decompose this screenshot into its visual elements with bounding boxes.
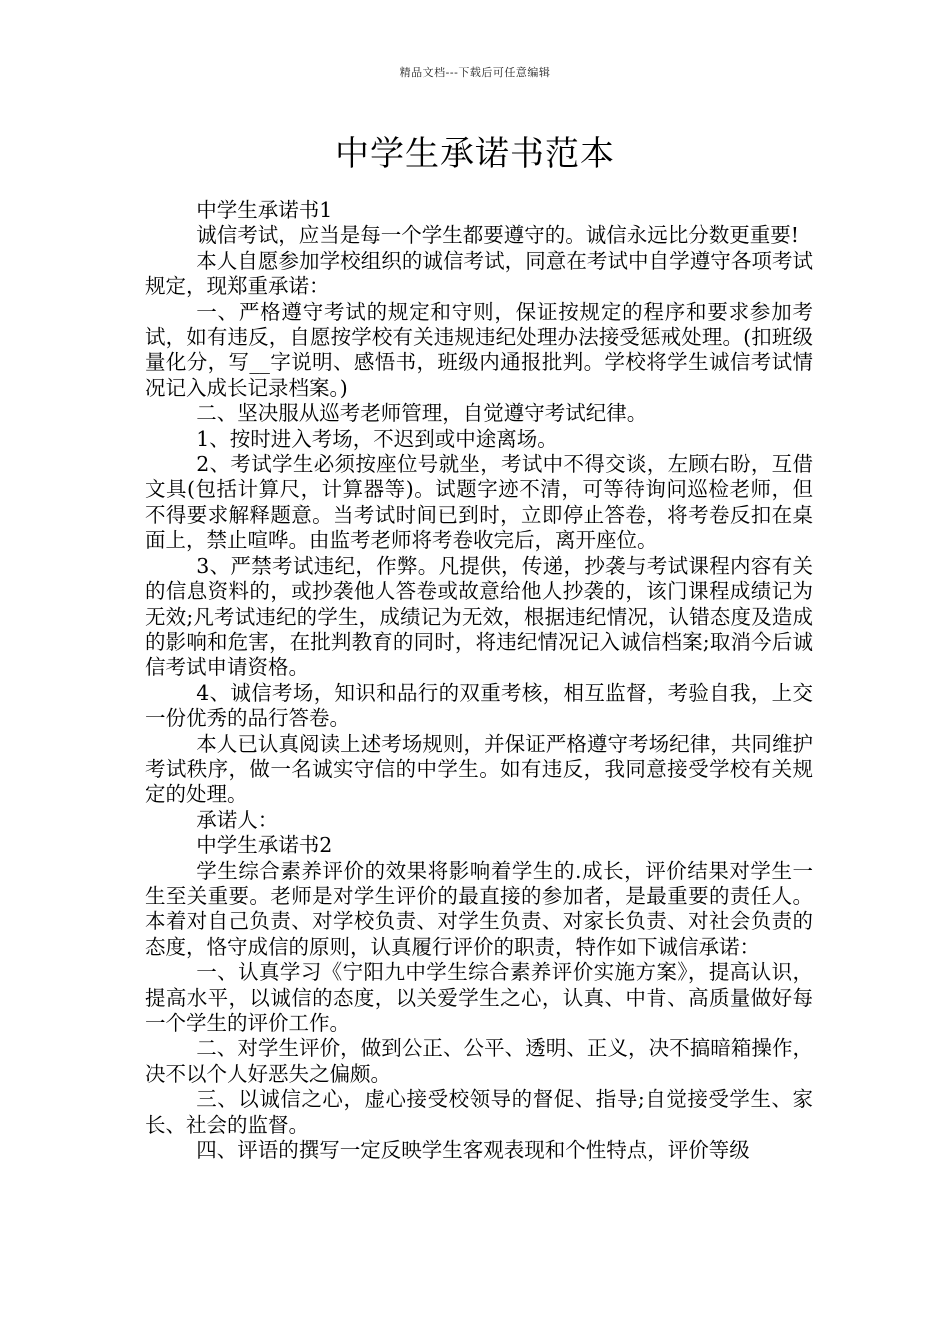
paragraph: 承诺人：: [196, 807, 279, 832]
paragraph: 本人已认真阅读上述考场规则，并保证严格遵守考场纪律，共同维护考试秩序，做一名诚实守信的中学生。如有违反，我同意接受学校有关规定的处理。: [145, 731, 813, 807]
paragraph: 1、按时进入考场，不迟到或中途离场。: [196, 426, 558, 451]
paragraph: 4、诚信考场，知识和品行的双重考核，相互监督，考验自我，上交一份优秀的品行答卷。: [145, 680, 813, 731]
paragraph: 一、严格遵守考试的规定和守则，保证按规定的程序和要求参加考试，如有违反，自愿按学校有关违规违纪处理办法接受惩戒处理。(扣班级量化分，写__字说明、感悟书，班级内通报批判。学校将学生诚信考试情况记入成长记录档案。): [145, 299, 813, 400]
paragraph: 诚信考试，应当是每一个学生都要遵守的。诚信永远比分数更重要!: [196, 223, 799, 248]
paragraph: 中学生承诺书2: [196, 833, 333, 858]
paragraph: 三、以诚信之心，虚心接受校领导的督促、指导;自觉接受学生、家长、社会的监督。: [145, 1087, 813, 1137]
paragraph: 一、认真学习《宁阳九中学生综合素养评价实施方案》，提高认识，提高水平，以诚信的态度，以关爱学生之心，认真、中肯、高质量做好每一个学生的评价工作。: [145, 960, 813, 1035]
document-title: 中学生承诺书范本: [335, 134, 615, 174]
paragraph: 2、考试学生必须按座位号就坐，考试中不得交谈，左顾右盼，互借文具(包括计算尺，计算器等)。试题字迹不清，可等待询问巡检老师，但不得要求解释题意。当考试时间已到时，立即停止答卷，将考卷反扣在桌面上，禁止喧哗。由监考老师将考卷收完后，离开座位。: [145, 452, 813, 553]
paragraph: 二、对学生评价，做到公正、公平、透明、正义，决不搞暗箱操作，决不以个人好恶失之偏颇。: [145, 1036, 813, 1086]
paragraph: 四、评语的撰写一定反映学生客观表现和个性特点，评价等级: [196, 1138, 750, 1163]
paragraph: 学生综合素养评价的效果将影响着学生的.成长，评价结果对学生一生至关重要。老师是对学生评价的最直接的参加者，是最重要的责任人。本着对自己负责、对学校负责、对学生负责、对家长负责、对社会负责的态度，恪守成信的原则，认真履行评价的职责，特作如下诚信承诺：: [145, 858, 813, 959]
paragraph: 本人自愿参加学校组织的诚信考试，同意在考试中自学遵守各项考试规定，现郑重承诺：: [145, 248, 813, 299]
paragraph: 3、严禁考试违纪，作弊。凡提供，传递，抄袭与考试课程内容有关的信息资料的，或抄袭他人答卷或故意给他人抄袭的，该门课程成绩记为无效;凡考试违纪的学生，成绩记为无效，根据违纪情况，认错态度及造成的影响和危害，在批判教育的同时，将违纪情况记入诚信档案;取消今后诚信考试申请资格。: [145, 553, 813, 680]
header-note: 精品文档---下载后可任意编辑: [399, 66, 551, 79]
document-body: [145, 198, 813, 1163]
paragraph: 二、坚决服从巡考老师管理，自觉遵守考试纪律。: [196, 401, 648, 426]
paragraph: 中学生承诺书1: [196, 198, 333, 222]
